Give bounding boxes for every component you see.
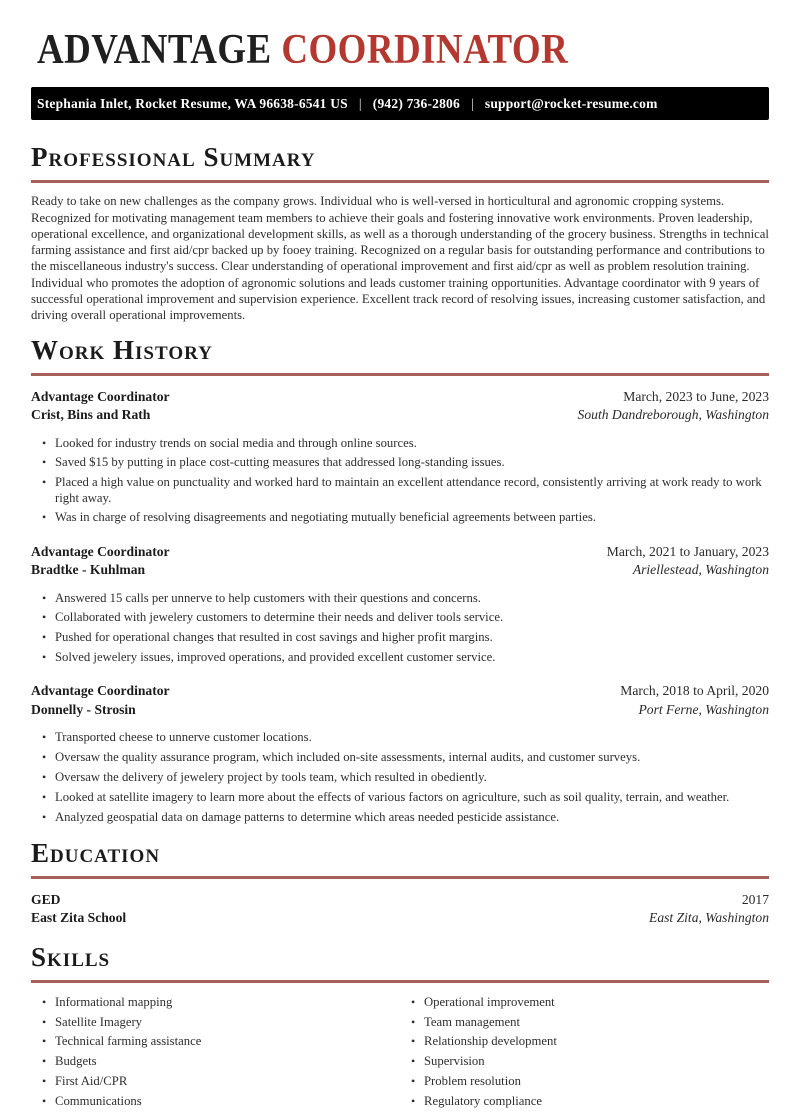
skill-item: • Team management xyxy=(400,1015,769,1030)
resume-page xyxy=(0,26,800,1114)
job-bullet: • Oversaw the delivery of jewelery project by tools team, which resulted in obediently. xyxy=(31,770,769,785)
skills-columns xyxy=(31,995,769,1114)
skill-item: • Regulatory compliance xyxy=(400,1094,769,1109)
job-header-row xyxy=(31,543,769,562)
summary-heading: Professional Summary xyxy=(31,144,769,183)
skills-list-right xyxy=(400,995,769,1109)
job-bullet: • Transported cheese to unnerve customer locations. xyxy=(31,730,769,745)
job-bullet: • Analyzed geospatial data on damage patterns to determine which areas needed pesticide assistance. xyxy=(31,810,769,825)
job-title: Advantage Coordinator xyxy=(31,543,170,559)
education-heading: Education xyxy=(31,840,769,879)
work-history-heading: Work History xyxy=(31,337,769,376)
contact-separator: | xyxy=(470,95,474,111)
job-bullet: • Solved jewelery issues, improved operations, and provided excellent customer service. xyxy=(31,650,769,665)
contact-bar xyxy=(31,87,769,120)
education-header-row xyxy=(31,891,769,910)
section-education xyxy=(31,837,769,928)
job-entry xyxy=(31,682,769,824)
job-bullet-list xyxy=(31,591,769,666)
skill-item: • Problem resolution xyxy=(400,1074,769,1089)
contact-separator: | xyxy=(358,95,362,111)
skills-column-right xyxy=(400,995,769,1114)
contact-phone: (942) 736-2806 xyxy=(372,95,460,111)
education-year: 2017 xyxy=(741,891,769,907)
job-bullet: • Looked for industry trends on social media and through online sources. xyxy=(31,436,769,451)
job-entry xyxy=(31,543,769,666)
job-entry xyxy=(31,388,769,526)
job-dates: March, 2023 to June, 2023 xyxy=(623,388,769,404)
job-bullet: • Oversaw the quality assurance program, which included on-site assessments, internal audits, and customer surveys. xyxy=(31,750,769,765)
skills-heading: Skills xyxy=(31,944,769,983)
education-school: East Zita School xyxy=(31,910,127,926)
resume-title-first: ADVANTAGE xyxy=(37,27,272,73)
skill-item: • Relationship development xyxy=(400,1034,769,1049)
job-location: Ariellestead, Washington xyxy=(632,562,769,578)
job-bullet: • Collaborated with jewelery customers to determine their needs and deliver tools service. xyxy=(31,610,769,625)
job-bullet: • Saved $15 by putting in place cost-cutting measures that addressed long-standing issues. xyxy=(31,455,769,470)
contact-address: Stephania Inlet, Rocket Resume, WA 96638-6541 US xyxy=(37,95,348,111)
job-company: Bradtke - Kuhlman xyxy=(31,562,146,578)
job-bullet: • Placed a high value on punctuality and worked hard to maintain an excellent attendance record, consistently arriving at work ready to work right away. xyxy=(31,475,769,506)
education-degree: GED xyxy=(31,891,61,907)
job-dates: March, 2018 to April, 2020 xyxy=(620,683,769,699)
job-title: Advantage Coordinator xyxy=(31,683,170,699)
skill-item: • Communications xyxy=(31,1094,400,1109)
skill-item: • Operational improvement xyxy=(400,995,769,1010)
job-company: Crist, Bins and Rath xyxy=(31,407,151,423)
job-location: South Dandreborough, Washington xyxy=(577,407,769,423)
job-bullet-list xyxy=(31,730,769,824)
skill-item: • Informational mapping xyxy=(31,995,400,1010)
job-header-row xyxy=(31,388,769,407)
job-location: Port Ferne, Washington xyxy=(638,701,769,717)
job-subheader-row xyxy=(31,701,769,720)
skills-list-left xyxy=(31,995,400,1109)
section-work-history xyxy=(31,334,769,825)
job-subheader-row xyxy=(31,406,769,425)
job-title: Advantage Coordinator xyxy=(31,388,170,404)
section-professional-summary xyxy=(31,144,769,323)
resume-title-second: COORDINATOR xyxy=(281,27,569,73)
job-company: Donnelly - Strosin xyxy=(31,701,136,717)
resume-title xyxy=(37,26,681,74)
skills-column-left xyxy=(31,995,400,1114)
job-bullet: • Answered 15 calls per unnerve to help customers with their questions and concerns. xyxy=(31,591,769,606)
summary-text: Ready to take on new challenges as the company grows. Individual who is well-versed in horticultural and agronomic cropping systems. Recognized for motivating management team members to achieve their goals and fostering innovative work environments. Proven leadership, operational excellence, and organizational development skills, as well as a thorough understanding of the grocery business. Strengths in technical farming assistance and first aid/cpr backed up by fooey training. Recognized on a regular basis for outstanding performance and contributions to the miscellaneous industry's success. Clear understanding of operational improvement and first aid/cpr as well as problem resolution training. Individual who promotes the adoption of agronomic solutions and leads customer training opportunities. Advantage coordinator with 9 years of successful operational improvement and supervision experience. Excellent track record of resolving issues, increasing customer satisfaction, and driving overall operational improvements. xyxy=(31,194,769,323)
education-location: East Zita, Washington xyxy=(649,910,769,926)
skill-item: • Technical farming assistance xyxy=(31,1034,400,1049)
skill-item: • Satellite Imagery xyxy=(31,1015,400,1030)
skill-item: • First Aid/CPR xyxy=(31,1074,400,1089)
skill-item: • Supervision xyxy=(400,1054,769,1069)
education-entry xyxy=(31,891,769,928)
job-bullet: • Was in charge of resolving disagreements and negotiating mutually beneficial agreements between parties. xyxy=(31,510,769,525)
education-subheader-row xyxy=(31,909,769,928)
job-bullet: • Pushed for operational changes that resulted in cost savings and higher profit margins. xyxy=(31,630,769,645)
job-bullet: • Looked at satellite imagery to learn more about the effects of various factors on agriculture, such as soil quality, terrain, and weather. xyxy=(31,790,769,805)
skill-item: • Budgets xyxy=(31,1054,400,1069)
section-skills xyxy=(31,941,769,1114)
job-header-row xyxy=(31,682,769,701)
job-subheader-row xyxy=(31,561,769,580)
contact-email: support@rocket-resume.com xyxy=(484,95,658,111)
job-bullet-list xyxy=(31,436,769,526)
job-dates: March, 2021 to January, 2023 xyxy=(606,543,769,559)
